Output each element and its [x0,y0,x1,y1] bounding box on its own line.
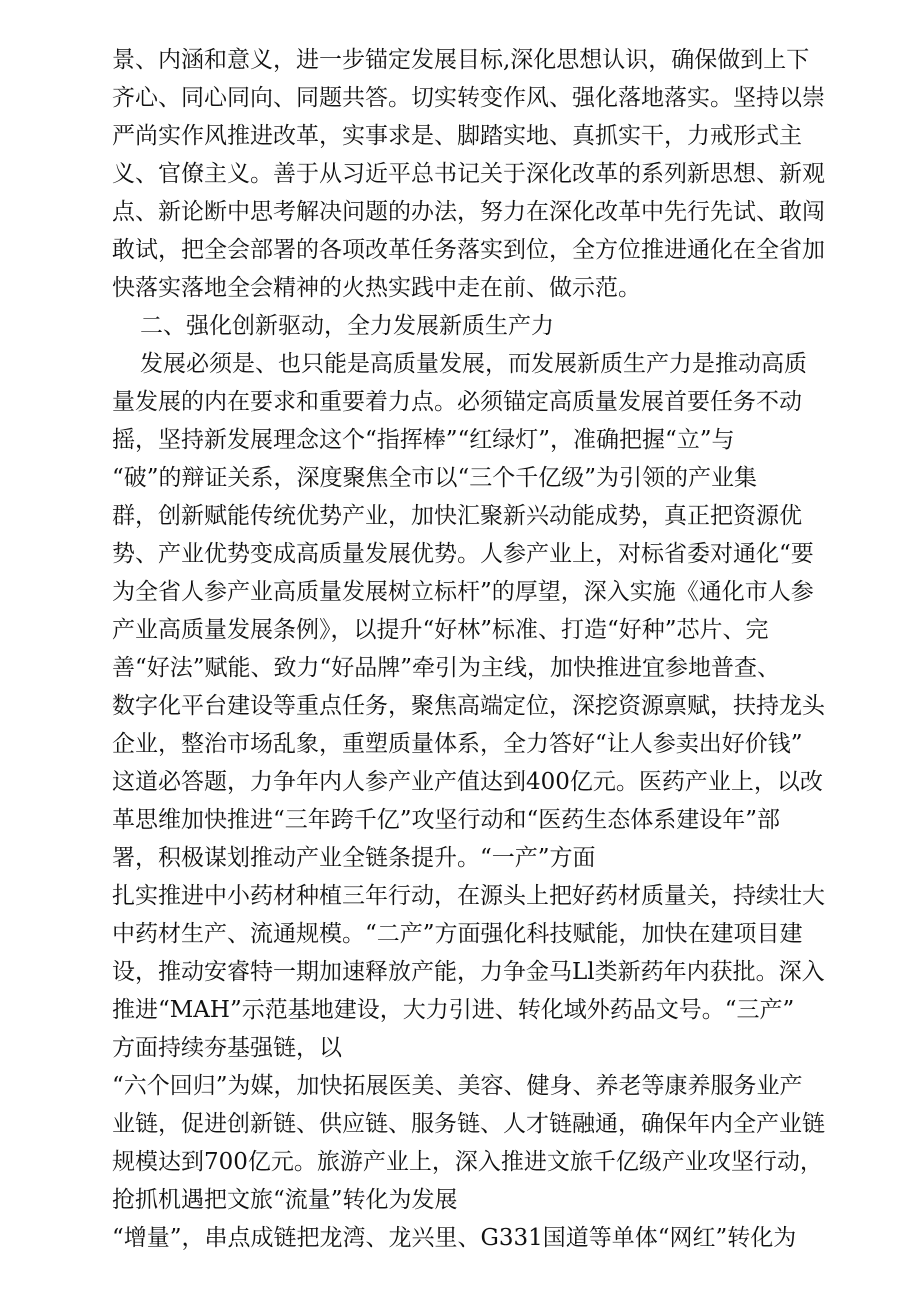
text-line: “破”的辩证关系，深度聚焦全市以“三个千亿级”为引领的产业集 [112,465,758,491]
text-line: 群，创新赋能传统优势产业，加快汇聚新兴动能成势，真正把资源优 [112,503,802,529]
text-line: 齐心、同心同向、同题共答。切实转变作风、强化落地落实。坚持以崇 [112,85,825,111]
text-line: 数字化平台建设等重点任务，聚焦高端定位，深挖资源禀赋，扶持龙头 [112,693,825,719]
text-line: 方面持续夯基强链，以 [112,1035,342,1061]
text-line: 业链，促进创新链、供应链、服务链、人才链融通，确保年内全产业链 [112,1111,825,1137]
text-line: 为全省人参产业高质量发展树立标杆”的厚望，深入实施《通化市人参 [112,579,814,605]
text-line: 严尚实作风推进改革，实事求是、脚踏实地、真抓实干，力戒形式主 [112,123,802,149]
text-line: 义、官僚主义。善于从习近平总书记关于深化改革的系列新思想、新观 [112,161,825,187]
text-line: 中药材生产、流通规模。“二产”方面强化科技赋能，加快在建项目建 [112,921,803,947]
paragraph-first-line: 发展必须是、也只能是高质量发展，而发展新质生产力是推动高质 [140,351,807,377]
text-line: 企业，整治市场乱象，重塑质量体系，全力答好“让人参卖出好价钱” [112,731,803,757]
text-line: 景、内涵和意义，进一步锚定发展目标,深化思想认识，确保做到上下 [112,47,810,73]
text-line: 署，积极谋划推动产业全链条提升。“一产”方面 [112,845,596,871]
text-line: 势、产业优势变成高质量发展优势。人参产业上，对标省委对通化“要 [112,541,814,567]
text-line: 善“好法”赋能、致力“好品牌”牵引为主线，加快推进宜参地普查、 [112,655,781,681]
text-line: 推进“MAH”示范基地建设，大力引进、转化域外药品文号。“三产” [112,997,795,1023]
text-line: 规模达到700亿元。旅游产业上，深入推进文旅千亿级产业攻坚行动， [112,1149,823,1175]
text-line: 快落实落地全会精神的火热实践中走在前、做示范。 [112,275,641,301]
text-line: 抢抓机遇把文旅“流量”转化为发展 [112,1187,458,1213]
text-line: 扎实推进中小药材种植三年行动，在源头上把好药材质量关，持续壮大 [112,883,825,909]
text-line: 敢试，把全会部署的各项改革任务落实到位，全方位推进通化在全省加 [112,237,825,263]
text-line: 量发展的内在要求和重要着力点。必须锚定高质量发展首要任务不动 [112,389,802,415]
text-line: “六个回归”为媒，加快拓展医美、美容、健身、养老等康养服务业产 [112,1073,803,1099]
text-line: 革思维加快推进“三年跨千亿”攻坚行动和“医药生态体系建设年”部 [112,807,781,833]
text-line: 摇，坚持新发展理念这个“指挥棒”“红绿灯”，准确把握“立”与 [112,427,735,453]
text-line: 产业高质量发展条例》，以提升“好林”标准、打造“好种”芯片、完 [112,617,769,643]
text-line: 设，推动安睿特一期加速释放产能，力争金马Ll类新药年内获批。深入 [112,959,825,985]
text-line: 点、新论断中思考解决问题的办法，努力在深化改革中先行先试、敢闯 [112,199,825,225]
text-line: “增量”，串点成链把龙湾、龙兴里、G331国道等单体“网红”转化为 [112,1225,797,1251]
text-line: 这道必答题，力争年内人参产业产值达到400亿元。医药产业上，以改 [112,769,823,795]
section-heading: 二、强化创新驱动，全力发展新质生产力 [140,313,554,339]
